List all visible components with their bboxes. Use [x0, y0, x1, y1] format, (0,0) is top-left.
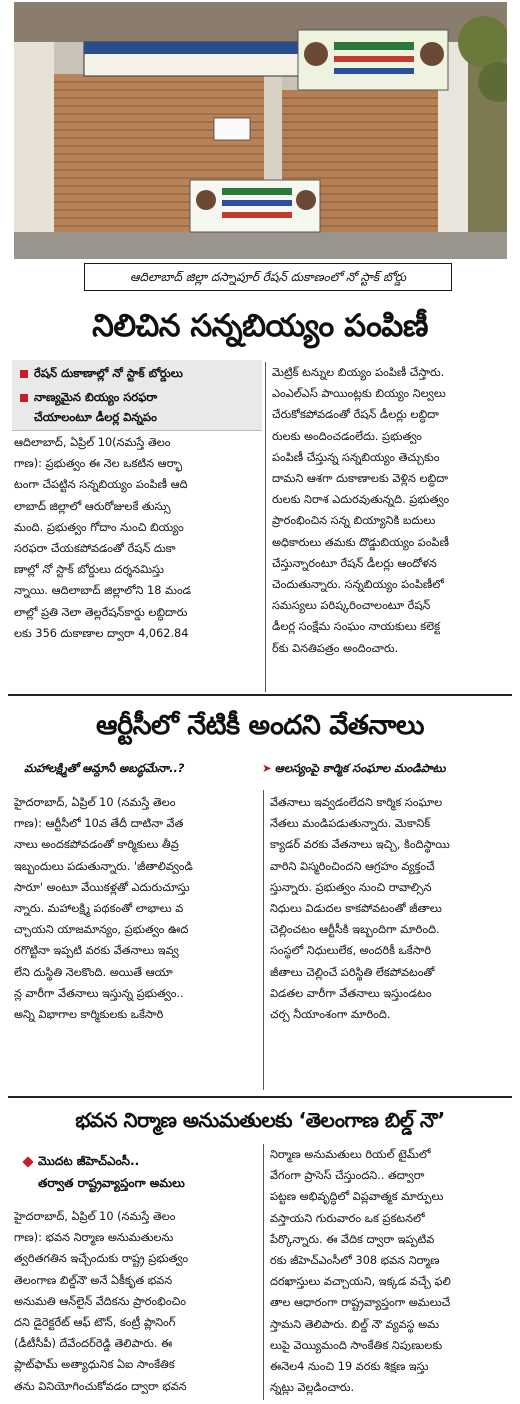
article2-headline: ఆర్టీసీలో నేటికీ అందని వేతనాలు	[96, 710, 424, 741]
article3-subhead-line-1: మొదట జీహెచ్‌ఎంసీ..	[24, 1150, 264, 1172]
article2-column-divider	[263, 790, 264, 1090]
bullet-icon	[20, 370, 28, 378]
article3-subhead-line-2: తర్వాత రాష్ట్రవ్యాప్తంగా అమలు	[38, 1176, 185, 1190]
bullet-icon	[20, 394, 28, 402]
article1-headline: నిలిచిన సన్నబియ్యం పంపిణీ	[92, 308, 428, 344]
ration-shop-photo	[14, 2, 507, 259]
article1-column-1: ఆదిలాబాద్, ఏప్రిల్ 10(నమస్తే తెలం గాణ): ప్రభుత్వం ఈ నెల ఒకటిన ఆర్భా టంగా చేపట్టిన సన్నబియ్యం పంపిణీ ఆది లాబాద్ జిల్లాలో ఆరురోజులకే తుస్సు మంది. ప్రభుత్వం గోదాం నుంచి బియ్యం సరఫరా చేయకపోవడంతో రేషన్ దుకా ణాల్లో నో స్టాక్ బోర్డులు దర్శనమిస్తు న్నాయి. ఆదిలాబాద్ జిల్లాలోని 18 మండ లాల్లో ప్రతి నెలా తెల్లరేషన్‌కార్డు లబ్ధిదారు లకు 356 దుకాణాల ద్వారా 4,062.84	[14, 436, 192, 640]
article1-column-2: మెట్రిక్ టన్నుల బియ్యం పంపిణీ చేస్తారు. ఎంఎల్‌ఎస్ పాయింట్లకు బియ్యం నిల్వలు చేరుకోకపోవడంతో రేషన్ డీలర్లు లబ్ధిదా రులకు అందించడంలేదు. ప్రభుత్వం పంపిణీ చేస్తున్న సన్నబియ్యం తెచ్చుకుం దామని ఆశగా దుకాణాలకు వెళ్లిన లబ్ధిదా రులకు నిరాశ ఎదురవుతున్నది. ప్రభుత్వం ప్రారంభించిన సన్న బియ్యానికి బదులు అధికారులు తమకు దొడ్డుబియ్యం పంపిణీ చేస్తున్నారంటూ రేషన్ డీలర్లు ఆందోళన చెందుతున్నారు. సన్నబియ్యం పంపిణీలో సమస్యలు పరిష్కరించాలంటూ రేషన్ డీలర్ల సంక్షేమ సంఘం నాయకులు కలెక్ట ర్‌కు వినతిపత్రం అందించారు.	[272, 366, 450, 655]
article1-column-divider	[265, 362, 266, 692]
photo-caption: ఆదిలాబాద్ జిల్లా దస్నాపూర్ రేషన్ దుకాణంలో నో స్టాక్ బోర్డు	[84, 263, 452, 291]
article2-subhead-right: ➤ ఆలస్యంపై కార్మిక సంఘాల మండిపాటు	[262, 761, 446, 775]
diamond-bullet-icon	[22, 1156, 33, 1167]
highlight-item: రేషన్ దుకాణాల్లో నో స్టాక్ బోర్డులు	[20, 364, 258, 383]
highlight-item: నాణ్యమైన బియ్యం సరఫరా	[20, 388, 258, 407]
article3-column-divider	[263, 1144, 264, 1400]
photo-illustration	[14, 2, 507, 259]
highlight-item-continued: చేయాలంటూ డీలర్ల విన్నపం	[34, 410, 157, 424]
article2-column-1: హైదరాబాద్, ఏప్రిల్ 10 (నమస్తే తెలం గాణ): ఆర్టీసీలో 10వ తేదీ దాటినా వేత నాలు అందకపోవడంతో కార్మికులు తీవ్ర ఇబ్బందులు పడుతున్నారు. 'జీతాలివ్వండి సారూ' అంటూ వేయికళ్లతో ఎదురుచూస్తు న్నారు. మహాలక్ష్మి పథకంతో లాభాలు వ చ్చాయని యాజమాన్యం, ప్రభుత్వం ఊద రగొట్టినా ఇప్పటి వరకు వేతనాలు ఇవ్వ లేని దుస్థితి నెలకొంది. అయితే ఆయా న్ల వారీగా వేతనాలు ఇస్తున్న ప్రభుత్వం.. అన్ని విభాగాల కార్మికులకు ఒకేసారి	[14, 796, 193, 1022]
article3-headline: భవన నిర్మాణ అనుమతులకు ‘తెలంగాణ బిల్డ్ నౌ’	[75, 1108, 445, 1132]
article3-column-2: నిర్మాణ అనుమతులు రియల్ టైమ్‌లో వేగంగా ప్రాసెస్ చేస్తుందని.. తద్వారా పట్టణ అభివృద్ధిలో విప్లవాత్మక మార్పులు వస్తాయని గురువారం ఒక ప్రకటనలో పేర్కొన్నారు. ఈ వేదిక ద్వారా ఇప్పటివ రకు జీహెచ్‌ఎంసీలో 308 భవన నిర్మాణ దరఖాస్తులు వచ్చాయని, ఇక్కడ వచ్చే ఫలి తాల ఆధారంగా రాష్ట్రవ్యాప్తంగా అమలుచే స్తామని తెలిపారు. బిల్డ్ నౌ వ్యవస్థ అమ లుపై వెయ్యిమంది సాంకేతిక నిపుణులకు ఈనెల4 నుంచి 19 వరకు శిక్షణ ఇస్తు న్నట్లు వెల్లడించారు.	[270, 1148, 451, 1395]
article1-highlights-box	[12, 360, 262, 431]
article2-column-2: వేతనాలు ఇవ్వడంలేదని కార్మిక సంఘాల నేతలు మండిపడుతున్నారు. మెకానిక్ క్యాడర్ వరకు వేతనాలు ఇచ్చి, కిందిస్థాయి వారిని విస్మరించిందని ఆగ్రహం వ్యక్తంచే స్తున్నారు. ప్రభుత్వం నుంచి రావాల్సిన నిధులు విడుదల కాకపోవటంతో జీతాలు చెల్లించటం ఆర్టీసీకి ఇబ్బందిగా మారింది. సంస్థలో నిధులులేక, అందరికీ ఒకేసారి జీతాలు చెల్లించే పరిస్థితి లేకపోవటంతో విడతల వారీగా వేతనాలు ఇస్తుండటం చర్చ నీయాంశంగా మారింది.	[270, 796, 450, 1022]
article3-subhead	[24, 1150, 264, 1194]
article2-subhead-left: మహాలక్ష్మితో ఆమ్దానీ అబద్ధమేనా..?	[24, 761, 185, 775]
article3-column-1: హైదరాబాద్, ఏప్రిల్ 10 (నమస్తే తెలం గాణ): భవన నిర్మాణ అనుమతులను త్వరితగతిన ఇచ్చేందుకు రాష్ట్ర ప్రభుత్వం తెలంగాణ బిల్డ్‌నౌ అనే ఏకీకృత భవన అనుమతి ఆన్‌లైన్ వేదికను ప్రారంభించిం దని డైరెక్టరేట్ ఆఫ్ టౌన్, కంట్రీ ప్లానింగ్ (డీటీసీపీ) దేవేందర్‌రెడ్డి తెలిపారు. ఈ ప్లాట్‌ఫామ్ అత్యాధునిక ఏఐ సాంకేతిక తను వినియోగించుకోవడం ద్వారా భవన	[14, 1210, 189, 1393]
arrow-icon: ➤	[262, 761, 272, 775]
